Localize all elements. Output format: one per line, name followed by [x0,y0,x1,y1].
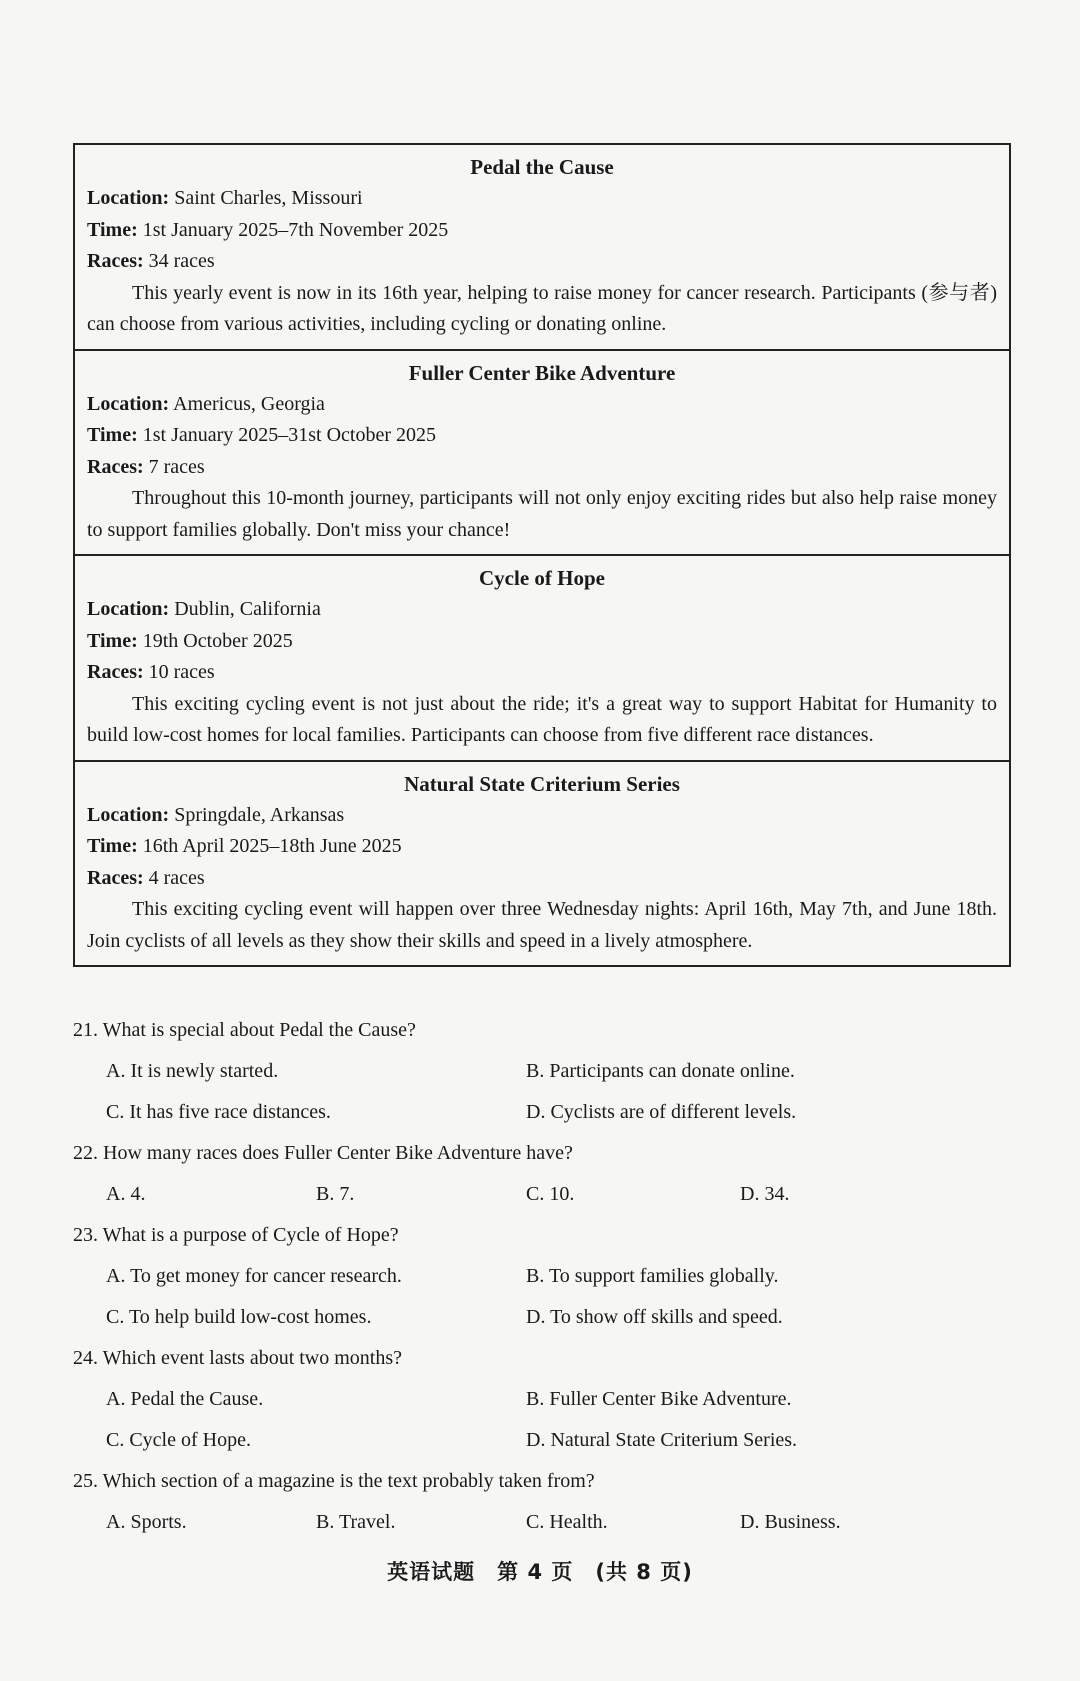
option-b: B. Participants can donate online. [526,1060,795,1082]
option-a: A. Pedal the Cause. [106,1388,264,1410]
option-a: A. It is newly started. [106,1060,279,1082]
event-time [87,831,997,863]
option-b: B. Travel. [316,1511,396,1533]
option-row [73,1256,1011,1297]
event-description: This exciting cycling event is not just about the ride; it's a great way to support Habitat for Humanity to build low-cost homes for local families. Participants can choose from five different race distances. [87,692,997,746]
page-footer: 英语试题 第 4 页 (共 8 页) [387,1560,693,1584]
question-24 [73,1338,1011,1461]
time-label: Time: [87,218,138,241]
option-d: D. 34. [740,1183,790,1205]
option-a: A. To get money for cancer research. [106,1265,402,1287]
event-location [87,389,997,421]
time-value: 1st January 2025–31st October 2025 [142,424,437,446]
event-fuller-center-bike-adventure [75,349,1009,555]
event-time [87,420,997,452]
option-d: D. To show off skills and speed. [526,1306,783,1328]
question-stem: 24. Which event lasts about two months? [73,1347,403,1369]
location-value: Saint Charles, Missouri [174,187,363,209]
question-stem: 25. Which section of a magazine is the text probably taken from? [73,1470,595,1492]
event-time [87,215,997,247]
option-row [73,1051,1011,1092]
time-label: Time: [87,629,138,652]
event-location [87,183,997,215]
question-stem: 21. What is special about Pedal the Cause? [73,1019,416,1041]
location-label: Location: [87,598,170,620]
location-value: Dublin, California [174,598,321,620]
question-25 [73,1461,1011,1543]
option-a: A. Sports. [106,1511,187,1533]
option-row [73,1297,1011,1338]
option-row [73,1502,1011,1543]
event-title: Natural State Criterium Series [404,771,680,796]
option-d: D. Natural State Criterium Series. [526,1429,798,1451]
event-races [87,452,997,484]
races-value: 10 races [148,661,215,683]
races-label: Races: [87,250,144,272]
question-21 [73,1010,1011,1133]
event-location [87,594,997,626]
option-row [73,1379,1011,1420]
option-c: C. Cycle of Hope. [106,1429,251,1451]
races-value: 4 races [148,866,205,889]
location-label: Location: [87,187,170,209]
event-location [87,800,997,832]
event-natural-state-criterium-series [75,760,1009,966]
time-value: 19th October 2025 [142,629,293,652]
option-c: C. 10. [526,1183,575,1205]
option-a: A. 4. [106,1183,146,1205]
option-b: B. To support families globally. [526,1265,779,1287]
event-races [87,246,997,278]
option-row [73,1092,1011,1133]
event-races [87,863,997,895]
location-label: Location: [87,392,170,415]
races-value: 7 races [148,455,205,478]
option-c: C. Health. [526,1511,608,1533]
option-c: C. It has five race distances. [106,1101,331,1123]
time-value: 16th April 2025–18th June 2025 [142,835,402,857]
event-title: Fuller Center Bike Adventure [408,360,676,385]
event-description: Throughout this 10-month journey, participants will not only enjoy exciting rides but also help raise money to support families globally. Don't miss your chance! [87,487,997,541]
event-table [73,143,1011,967]
location-label: Location: [87,803,170,826]
event-description: This yearly event is now in its 16th year, helping to raise money for cancer research. Participants (参与者) can choose from various activities, including cycling or donating online. [87,281,997,335]
event-title: Cycle of Hope [479,566,605,590]
time-label: Time: [87,424,138,446]
question-list [73,1010,1011,1543]
option-row [73,1420,1011,1461]
time-label: Time: [87,835,138,857]
event-title: Pedal the Cause [470,155,614,179]
races-label: Races: [87,661,144,683]
option-d: D. Business. [740,1511,841,1533]
time-value: 1st January 2025–7th November 2025 [142,218,449,241]
option-b: B. Fuller Center Bike Adventure. [526,1388,792,1410]
races-value: 34 races [148,250,215,272]
location-value: Springdale, Arkansas [174,803,345,826]
races-label: Races: [87,455,144,478]
event-description: This exciting cycling event will happen over three Wednesday nights: April 16th, May 7th, and June 18th. Join cyclists of all levels as they show their skills and speed in a lively atmosphere. [87,898,997,952]
event-pedal-the-cause [75,145,1009,349]
question-23 [73,1215,1011,1338]
question-stem: 23. What is a purpose of Cycle of Hope? [73,1224,399,1246]
option-b: B. 7. [316,1183,355,1205]
location-value: Americus, Georgia [173,392,325,415]
option-row [73,1174,1011,1215]
question-stem: 22. How many races does Fuller Center Bike Adventure have? [73,1142,573,1164]
races-label: Races: [87,866,144,889]
event-races [87,657,997,689]
question-22 [73,1133,1011,1215]
option-c: C. To help build low-cost homes. [106,1306,372,1328]
event-time [87,626,997,658]
event-cycle-of-hope [75,554,1009,760]
option-d: D. Cyclists are of different levels. [526,1101,797,1123]
